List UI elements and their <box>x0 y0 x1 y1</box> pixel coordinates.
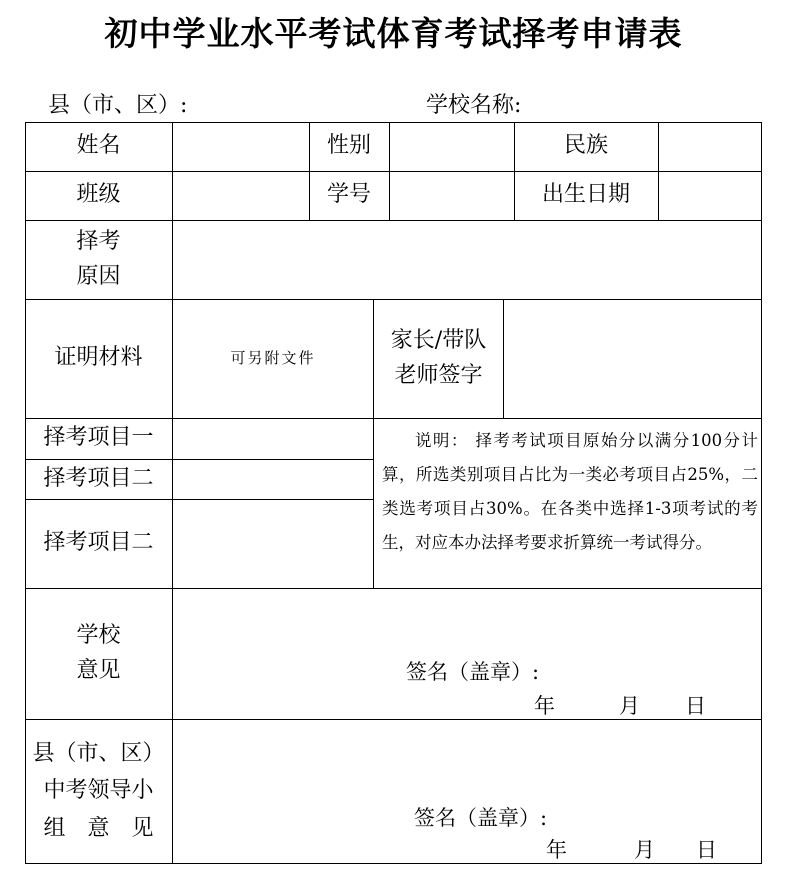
item1-field[interactable] <box>173 418 373 459</box>
leader-day-label: 日 <box>696 838 717 862</box>
leader-opinion-line1: 县（市、区） <box>32 740 165 766</box>
school-opinion-line1: 学校 <box>76 623 121 649</box>
item3-label: 择考项目二 <box>43 530 154 556</box>
student-id-field[interactable] <box>390 171 514 220</box>
class-label: 班级 <box>76 182 121 208</box>
leader-year-label: 年 <box>546 838 567 862</box>
leader-opinion-line2: 中考领导小 <box>43 778 154 804</box>
proof-hint[interactable]: 可另附文件 <box>230 348 316 367</box>
school-opinion-field[interactable] <box>173 589 761 719</box>
school-month-label: 月 <box>619 694 640 718</box>
reason-label-line1: 择考 <box>76 229 121 255</box>
school-name-label: 学校名称: <box>426 93 522 118</box>
school-sign-label: 签名（盖章）: <box>406 660 540 684</box>
item2-label: 择考项目二 <box>43 465 154 491</box>
name-field[interactable] <box>173 122 309 171</box>
item2-field[interactable] <box>173 459 373 499</box>
item1-label: 择考项目一 <box>43 425 154 451</box>
school-opinion-label <box>25 588 172 719</box>
gender-field[interactable] <box>390 122 514 171</box>
name-label: 姓名 <box>76 133 121 159</box>
leader-opinion-label <box>25 719 172 863</box>
leader-opinion-line3: 组 意 见 <box>43 815 154 841</box>
guardian-label-line1: 家长/带队 <box>390 328 487 354</box>
birth-date-label: 出生日期 <box>541 182 630 208</box>
explanation-note: 说明： 择考考试项目原始分以满分100分计算，所选类别项目占比为一类必考项目占25%，二类选考项目占30%。在各类中选择1-3项考试的考生，对应本办法择考要求折算统一考试得分。 <box>382 431 758 552</box>
class-field[interactable] <box>173 171 309 220</box>
guardian-signature-label <box>374 299 503 418</box>
reason-label-line2: 原因 <box>76 263 121 289</box>
guardian-label-line2: 老师签字 <box>394 362 483 388</box>
school-year-label: 年 <box>534 694 555 718</box>
leader-month-label: 月 <box>634 838 655 862</box>
county-label: 县（市、区）: <box>48 93 188 118</box>
gender-label: 性别 <box>326 133 371 159</box>
guardian-signature-field[interactable] <box>504 299 761 418</box>
reason-label <box>25 220 172 299</box>
proof-label: 证明材料 <box>54 345 143 371</box>
student-id-label: 学号 <box>326 182 371 208</box>
leader-opinion-field[interactable] <box>173 720 761 863</box>
school-day-label: 日 <box>685 694 706 718</box>
ethnicity-field[interactable] <box>659 122 761 171</box>
leader-sign-label: 签名（盖章）: <box>414 806 548 830</box>
item3-field[interactable] <box>173 499 373 588</box>
ethnicity-label: 民族 <box>563 133 608 159</box>
reason-field[interactable] <box>173 220 761 299</box>
school-opinion-line2: 意见 <box>76 657 121 683</box>
birth-date-field[interactable] <box>659 171 761 220</box>
page-title: 初中学业水平考试体育考试择考申请表 <box>104 14 683 53</box>
